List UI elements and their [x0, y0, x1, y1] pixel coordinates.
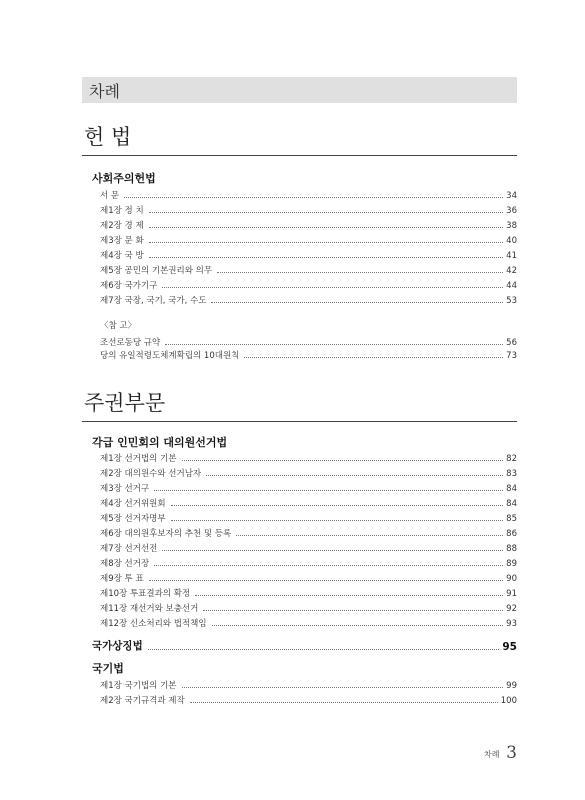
toc-entry[interactable]	[100, 556, 517, 569]
toc-entry[interactable]	[100, 571, 517, 584]
entry-label: 제2장 경 제	[100, 221, 144, 231]
footer-label: 차례	[484, 750, 500, 759]
toc-entry[interactable]	[100, 203, 517, 216]
dot-leader	[149, 212, 504, 213]
toc-entry[interactable]	[100, 233, 517, 246]
entry-label: 제10장 투표결과의 확정	[100, 589, 191, 599]
entry-label: 조선로동당 규약	[100, 338, 161, 348]
page-number: 41	[506, 251, 517, 261]
dot-leader	[195, 595, 503, 596]
page-number: 86	[506, 529, 517, 539]
page-number: 36	[506, 206, 517, 216]
dot-leader	[171, 505, 504, 506]
entry-label: 제12장 신소처리와 법적책임	[100, 619, 207, 629]
entry-label: 제4장 선거위원회	[100, 499, 166, 509]
page-number: 38	[506, 221, 517, 231]
dot-leader	[206, 475, 503, 476]
page-number: 85	[506, 514, 517, 524]
entry-label: 제3장 선거구	[100, 484, 150, 494]
page-number: 91	[506, 589, 517, 599]
page-number: 44	[506, 281, 517, 291]
entry-label: 제1장 정 치	[100, 206, 144, 216]
dot-leader	[162, 287, 503, 288]
dot-leader	[165, 344, 503, 345]
page-footer	[470, 744, 517, 764]
section-heading-sovereignty	[82, 391, 517, 422]
page-number: 82	[506, 454, 517, 464]
toc-entry[interactable]	[100, 466, 517, 479]
page-number: 92	[506, 604, 517, 614]
page-number: 90	[506, 574, 517, 584]
section-heading-constitution	[82, 125, 517, 156]
group-title: 사회주의헌법	[92, 172, 156, 185]
page-number: 99	[506, 681, 517, 691]
toc-entry[interactable]	[100, 541, 517, 554]
toc-entry[interactable]	[100, 601, 517, 614]
entry-label: 제1장 선거법의 기본	[100, 454, 177, 464]
dot-leader	[236, 535, 503, 536]
toc-entry[interactable]	[100, 526, 517, 539]
dot-leader	[217, 272, 503, 273]
dot-leader	[182, 687, 504, 688]
toc-title: 차례	[89, 82, 120, 101]
dot-leader	[162, 550, 503, 551]
toc-entry[interactable]	[100, 278, 517, 291]
group-title: 국기법	[92, 662, 124, 675]
page-number: 42	[506, 266, 517, 276]
entry-label: 국가상징법	[92, 640, 143, 652]
toc-entry-major[interactable]	[92, 638, 517, 653]
entry-label: 제1장 국기법의 기본	[100, 681, 177, 691]
toc-entry[interactable]	[100, 693, 517, 706]
toc-title-bar	[82, 77, 517, 103]
toc-entry[interactable]	[100, 511, 517, 524]
entry-label: 제3장 문 화	[100, 236, 144, 246]
dot-leader	[203, 610, 503, 611]
dot-leader	[182, 460, 504, 461]
page-number: 53	[506, 296, 517, 306]
toc-entry[interactable]	[100, 248, 517, 261]
page-number: 73	[506, 351, 517, 361]
toc-entry[interactable]	[100, 481, 517, 494]
page-number: 56	[506, 338, 517, 348]
page-number: 88	[506, 544, 517, 554]
dot-leader	[171, 520, 504, 521]
entry-label: 제6장 국가기구	[100, 281, 158, 291]
entry-label: 제5장 선거자명부	[100, 514, 166, 524]
entry-label: 제5장 공민의 기본권리와 의무	[100, 266, 213, 276]
dot-leader	[154, 565, 503, 566]
entry-label: 당의 유일적령도체계확립의 10대원칙	[100, 351, 240, 361]
toc-entry[interactable]	[100, 293, 517, 306]
dot-leader	[148, 649, 500, 650]
page-number: 89	[506, 559, 517, 569]
reference-note-label: 〈참 고〉	[100, 321, 137, 331]
entry-label: 제8장 선거장	[100, 559, 150, 569]
toc-entry[interactable]	[100, 335, 517, 348]
entry-label: 제2장 국기규격과 제작	[100, 696, 185, 706]
toc-entry[interactable]	[100, 263, 517, 276]
entry-label: 제7장 선거선전	[100, 544, 158, 554]
dot-leader	[244, 357, 503, 358]
toc-entry[interactable]	[100, 218, 517, 231]
page-number: 34	[506, 191, 517, 201]
page-number: 83	[506, 469, 517, 479]
page-number: 93	[506, 619, 517, 629]
dot-leader	[124, 197, 503, 198]
entry-label: 제6장 대의원후보자의 추천 및 등록	[100, 529, 232, 539]
section-title: 헌 법	[84, 125, 132, 149]
section-rule	[82, 421, 517, 422]
entry-label: 제11장 재선거와 보충선거	[100, 604, 199, 614]
page-number: 100	[500, 696, 517, 706]
entry-label: 제9장 투 표	[100, 574, 144, 584]
entry-label: 서 문	[100, 191, 120, 201]
toc-entry[interactable]	[100, 496, 517, 509]
group-title: 각급 인민회의 대의원선거법	[92, 436, 228, 449]
section-rule	[82, 155, 517, 156]
toc-entry[interactable]	[100, 616, 517, 629]
dot-leader	[154, 490, 503, 491]
page-number: 84	[506, 499, 517, 509]
page-number: 84	[506, 484, 517, 494]
dot-leader	[149, 242, 504, 243]
dot-leader	[211, 302, 503, 303]
footer-page-number: 3	[506, 743, 517, 763]
page-number: 95	[502, 641, 517, 653]
toc-entry[interactable]	[100, 188, 517, 201]
entry-label: 제7장 국장, 국기, 국가, 수도	[100, 296, 207, 306]
dot-leader	[190, 702, 498, 703]
toc-entry[interactable]	[100, 586, 517, 599]
toc-entry[interactable]	[100, 348, 517, 361]
dot-leader	[149, 580, 504, 581]
toc-entry[interactable]	[100, 678, 517, 691]
section-title: 주권부문	[84, 391, 166, 415]
entry-label: 제4장 국 방	[100, 251, 144, 261]
dot-leader	[149, 227, 504, 228]
toc-entry[interactable]	[100, 451, 517, 464]
dot-leader	[149, 257, 504, 258]
dot-leader	[212, 625, 504, 626]
entry-label: 제2장 대의원수와 선거남자	[100, 469, 202, 479]
page-number: 40	[506, 236, 517, 246]
